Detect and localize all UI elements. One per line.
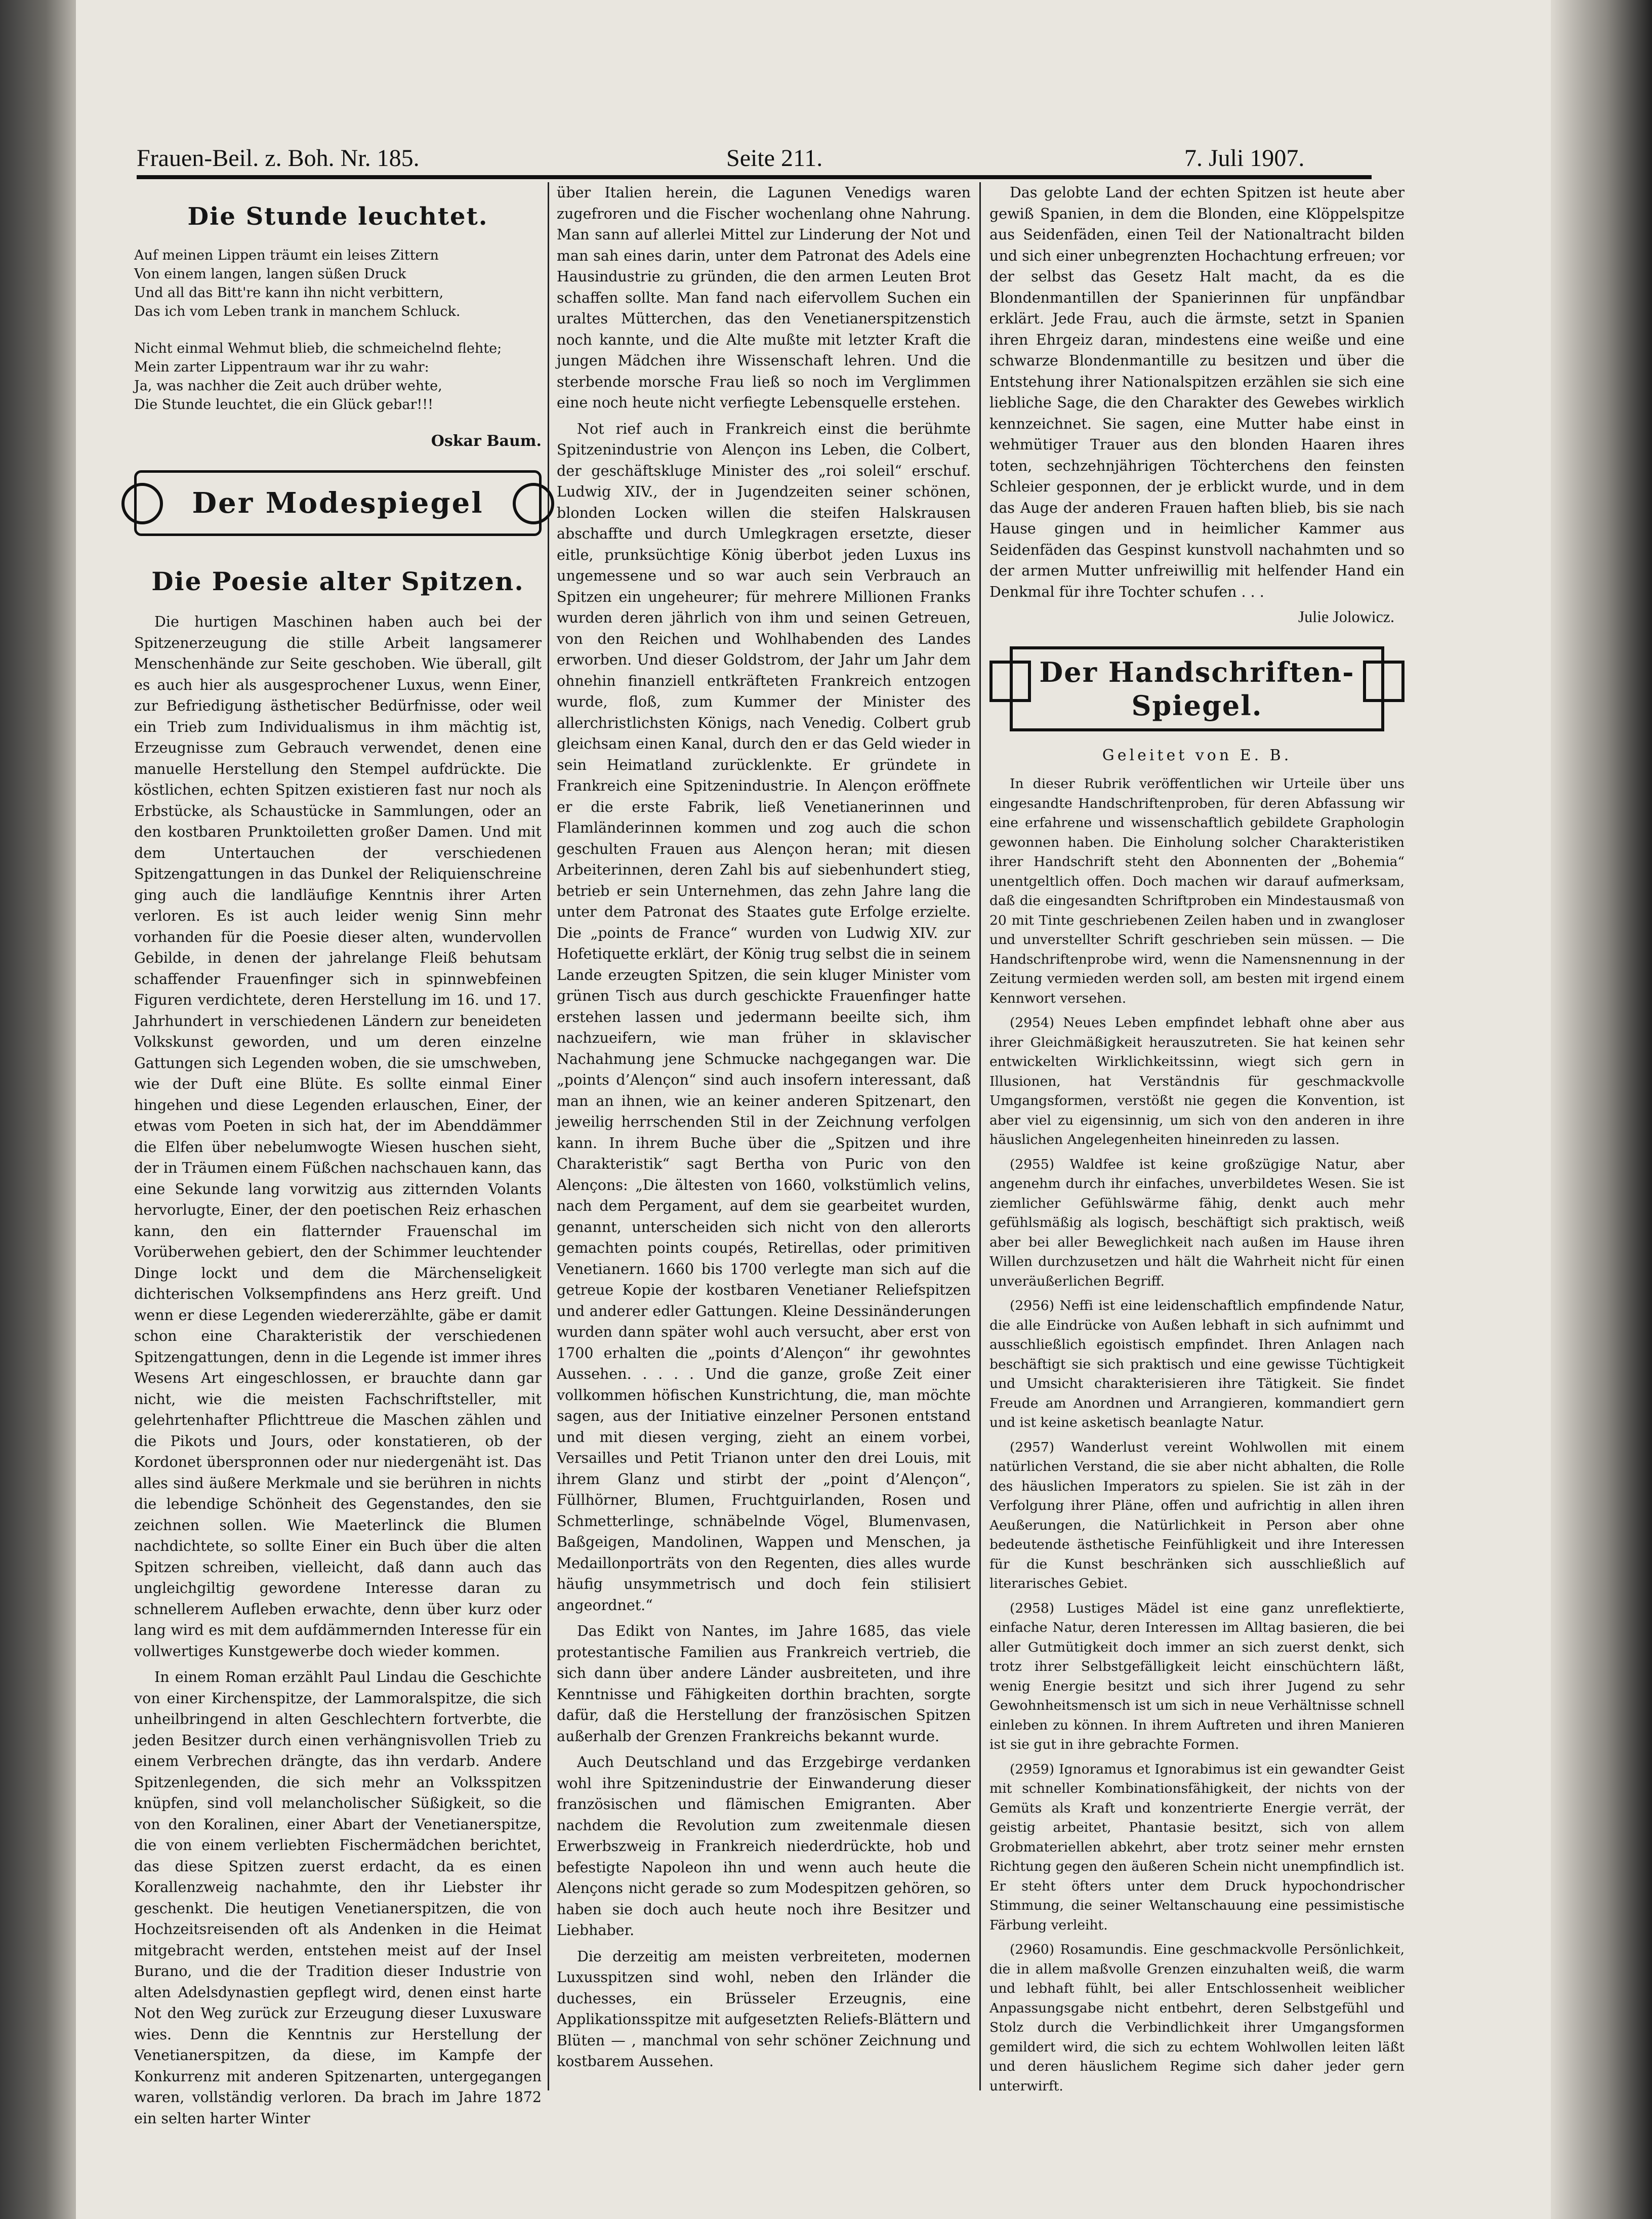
reading-entry: (2955) Waldfee ist keine großzügige Natur, aber angenehm durch ihr einfaches, unverbildetes Wesen. Sie ist ziemlicher Gefühlswärme fähig, denkt auch mehr gefühlsmäßig als logisch, beschäftigt sich praktisch, weiß aber bei aller Beweglichkeit nach außen im Hause ihren Willen durchzusetzen und hält die Wahrheit nicht für einen unveräußerlichen Begriff. bbox=[989, 1156, 1405, 1289]
section-byline: Geleitet von E. B. bbox=[1102, 747, 1292, 764]
poem-author: Oskar Baum. bbox=[431, 432, 542, 450]
article-paragraph: Not rief auch in Frankreich einst die berühmte Spitzenindustrie von Alençon ins Leben, die Colbert, der geschäftskluge Minister des „roi soleil“ erschuf. Ludwig XIV., der in Jugendzeiten seiner schönen, blonden Locken willen die steifen Halskrausen abschaffte und durch Umlegkragen ersetzte, dieser eitle, prunksüchtige König überbot jeden Luxus ins ungemessene und so war auch sein Verbrauch an Spitzen ein ungeheurer; für mehrere Millionen Franks wurden deren jährlich von ihm und seinen Getreuen, von den Reichen und Wohlhabenden des Landes erworben. Und dieser Goldstrom, der Jahr um Jahr dem ohnehin finanziell entkräfteten Frankreich entzogen wurde, floß, zum Kummer der Minister des allerchristlichsten Königs, nach Venedig. Colbert grub gleichsam einen Kanal, durch den er das Geld wieder in sein Heimatland zurücklenkte. Er gründete in Frankreich eine Spitzenindustrie. In Alençon eröffnete er die erste Fabrik, ließ Venetianerinnen und Flamländerinnen kommen und zog auch die schon geschulten Frauen aus Alençon heran; mit diesen Arbeiterinnen, deren Zahl bis auf siebenhundert stieg, betrieb er sein Unternehmen, das zehn Jahre lang die unter dem Patronat des Staates gute Erfolge erzielte. Die „points de France“ wurden von Ludwig XIV. zur Hofetiquette erklärt, der König trug selbst die in seinem Lande erzeugten Spitzen, die sein kluger Minister vom grünen Tisch aus durch geschickte Frauenfinger hatte erstehen lassen und jedermann beeilte sich, ihm nachzueifern, wie man früher in sklavischer Nachahmung jene Schmucke nachgegangen war. Die „points d’Alençon“ sind auch insofern interessant, daß man an ihnen, wie an keiner anderen Spitzenart, den jeweilig herrschenden Stil in der Zeichnung verfolgen kann. In ihrem Buche über die „Spitzen und ihre Charakteristik“ sagt Bertha von Puric von den Alençons: „Die ältesten von 1660, volkstümlich velins, nach dem Pergament, auf dem sie gearbeitet wurden, genannt, unterscheiden sich nicht von den allerorts gemachten points coupés, Retirellas, oder primitiven Venetianern. 1660 bis 1700 verlegte man sich auf die getreue Kopie der kostbaren Venetianer Reliefspitzen und anderer edler Gattungen. Kleine Dessinänderungen wurden dann später wohl auch versucht, aber erst von 1700 erhalten die „points d’Alençon“ ihr gewohntes Aussehen. . . . . Und die ganze, große Zeit einer vollkommen höfischen Kunstrichtung, die, man möchte sagen, aus der Initiative einzelner Personen entstand und mit diesen verging, zieht an einem vorbei, Versailles und Petit Trianon unter den drei Louis, mit ihrem Glanz und stirbt der „point d’Alençon“, Füllhörner, Blumen, Fruchtguirlanden, Rosen und Schmetterlinge, schnäbelnde Vögel, Blumenvasen, Baßgeigen, Mandolinen, Wappen und Menschen, ja Medaillonporträts von den Regenten, dies alles wurde häufig unsymmetrisch und doch fein stilisiert angeordnet.“ bbox=[557, 420, 971, 1614]
section-box bbox=[1010, 646, 1384, 731]
page-edge bbox=[1551, 0, 1652, 2219]
ornament-icon bbox=[1363, 661, 1405, 702]
poem bbox=[134, 246, 542, 450]
article-signature: Julie Jolowicz. bbox=[1298, 607, 1394, 626]
section-banner bbox=[134, 470, 542, 536]
section-title-line: Der Handschriften- bbox=[1039, 656, 1355, 688]
article-paragraph: Die hurtigen Maschinen haben auch bei der Spitzenerzeugung die stille Arbeit langsamerer Menschenhände zur Seite geschoben. Wie überall, gilt es auch hier als ausgesprochener Luxus, wenn Einer, zur Befriedigung ästhetischer Bedürfnisse, oder weil ein Trieb zum Individualismus in ihm mächtig ist, Erzeugnisse zum Gebrauch verwendet, denen eine manuelle Herstellung den Stempel aufdrückte. Die köstlichen, echten Spitzen existieren fast nur noch als Erbstücke, als Schaustücke in Sammlungen, oder an den kostbaren Prunktoiletten großer Damen. Und mit dem Untertauchen der verschiedenen Spitzengattungen in das Dunkel der Reliquienschreine ging auch die landläufige Kenntnis ihrer Arten verloren. Es ist auch leider wenig Sinn mehr vorhanden für die Poesie dieser alten, wundervollen Gebilde, in denen der jahrelange Fleiß behutsam schaffender Frauenfinger sich in spinnwebfeinen Figuren verdichtete, deren Herstellung im 16. und 17. Jahrhundert in verschiedenen Ländern zur beneideten Volkskunst geworden, und um deren einzelne Gattungen sich Legenden woben, die sie umschweben, wie der Duft eine Blüte. Es sollte einmal Einer hingehen und diese Legenden erlauschen, Einer, der etwas vom Poeten in sich hat, der im Abenddämmer die Elfen über nebelumwogte Wiesen huschen sieht, der in Träumen einem Füßchen nachschauen kann, das eine Sekunde lang vorwitzig aus zitternden Volants hervorlugte, Einer, der den poetischen Reiz erhaschen kann, den ein flatternder Frauenschal im Vorüberwehen gebiert, den der Schimmer leuchtender Dinge lockt und dem die Märchenseligkeit dichterischen Volksempfindens ans Herz greift. Und wenn er diese Legenden wiedererzählte, gäbe er damit schon eine Charakteristik der verschiedenen Spitzengattungen, denn in die Legende ist immer ihres Wesens Art eingeschlossen, er brauchte dann gar nicht, wie die meisten Fachschriftsteller, mit gelehrtenhafter Pflichttreue die Maschen zählen und die Pikots und Jours, oder konstatieren, ob der Kordonet überspronnen oder nur niedergenäht ist. Das alles sind äußere Merkmale und sie berühren in nichts die lebendige Schönheit des Gegenstandes, den sie zeichnen sollen. Wie Maeterlinck die Blumen nachdichtete, so sollte Einer ein Buch über die alten Spitzen schreiben, vielleicht, daß dann auch das ungleichgiltig gewordene Interesse daran zu schnellerem Aufleben erwachte, denn über kurz oder lang wird es mit dem aufdämmernden Interesse für ein vollwertiges Kunstgewerbe doch wieder kommen. bbox=[134, 613, 542, 1660]
poem-line: Ja, was nachher die Zeit auch drüber wehte, bbox=[134, 378, 442, 394]
poem-line: Nicht einmal Wehmut blieb, die schmeichelnd flehte; bbox=[134, 341, 502, 356]
article-paragraph: Die derzeitig am meisten verbreiteten, modernen Luxusspitzen sind wohl, neben den Irländer die duchesses, ein Brüsseler Erzeugnis, eine Applikationsspitze mit aufgesetzten Reliefs-Blättern und Blüten — , manchmal von sehr schöner Zeichnung und kostbarem Aussehen. bbox=[557, 1948, 971, 2070]
previous-page-edge bbox=[0, 121, 61, 2146]
article-paragraph: In einem Roman erzählt Paul Lindau die Geschichte von einer Kirchenspitze, der Lammoralspitze, die sich unheilbringend in alten Geschlechtern fortverbte, die jeden Besitzer durch einen verhängnisvollen Trieb zu einem Verbrechen drängte, das ihn verdarb. Andere Spitzenlegenden, die sich mehr an Volksspitzen knüpfen, sind voll melancholischer Süßigkeit, so die von den Koralinen, einer Abart der Venetianerspitze, die von einem verliebten Fischermädchen berichtet, das diese Spitzen zuerst erdacht, da es einen Korallenzweig nachahmte, den ihr Liebster ihr geschenkt. Die heutigen Venetianerspitzen, die von Hochzeitsreisenden oft als Andenken in die Heimat mitgebracht werden, entstehen meist auf der Insel Burano, und die der Tradition dieser Industrie von alten Adelsdynastien gepflegt wird, denen einst harte Not den Weg zurück zur Erzeugung dieser Luxusware wies. Denn die Kenntnis zur Herstellung der Venetianerspitzen, da diese, im Kampfe der Konkurrenz mit anderen Spitzenarten, untergegangen waren, vollständig verloren. Da brach im Jahre 1872 ein selten harter Winter bbox=[134, 1669, 542, 2127]
header-page-number: Seite 211. bbox=[726, 145, 823, 172]
poem-line: Und all das Bitt're kann ihn nicht verbittern, bbox=[134, 285, 444, 301]
article-paragraph: über Italien herein, die Lagunen Venedigs waren zugefroren und die Fischer wochenlang ohne Nahrung. Man sann auf allerlei Mittel zur Linderung der Not und man sah eines darin, unter dem Patronat des Adels eine Hausindustrie zu gründen, die den armen Leuten Brot schaffen sollte. Man fand nach eifervollem Suchen ein uraltes Mütterchen, das den Venetianerspitzenstich noch kannte, und die Alte mußte mit letzter Kraft die jungen Mädchen ihre Wissenschaft lehren. Und die sterbende morsche Frau ließ so noch im Verglimmen eine noch heute nicht verfiegte Lebensquelle erstehen. bbox=[557, 184, 971, 411]
article-paragraph: Das gelobte Land der echten Spitzen ist heute aber gewiß Spanien, in dem die Blonden, eine Klöppelspitze aus Seidenfäden, einen Teil der Nationaltracht bilden und sich einer unbegrenzten Hochachtung erfreuen; vor der selbst das Gesetz Halt macht, da es die Blondenmantillen der Spanierinnen für unpfändbar erklärt. Jede Frau, auch die ärmste, setzt in Spanien ihren Ehrgeiz daran, mindestens eine weiße und eine schwarze Blondenmantille zu besitzen und über die Entstehung ihrer Nationalspitzen erzählen sie sich eine liebliche Sage, die den Charakter des Gewebes wirklich kennzeichnet. Sie sagen, eine Mutter habe einst in wehmütiger Trauer aus den blonden Haaren ihres toten, sechzehnjährigen Töchterchens den feinsten Schleier gesponnen, der je erblickt wurde, und in dem das Auge der anderen Frauen haften blieb, bis sie nach Hause gingen und in heimlicher Kammer aus Seidenfäden das Gespinst kunstvoll nachahmten und so der armen Mutter unfreiwillig mit helfender Hand ein Denkmal für ihre Tochter schufen . . . bbox=[989, 184, 1405, 600]
reading-entry: (2956) Neffi ist eine leidenschaftlich empfindende Natur, die alle Eindrücke von Außen lebhaft in sich aufnimmt und ausschließlich egoistisch empfindet. Ihren Anlagen nach beschäftigt sie sich praktisch und eine gewisse Tüchtigkeit und Umsicht charakterisieren ihre Tätigkeit. Sie findet Freude am Anordnen und Arrangieren, kommandiert gern und ist keine asketisch beanlagte Natur. bbox=[989, 1298, 1405, 1430]
reading-entry: (2960) Rosamundis. Eine geschmackvolle Persönlichkeit, die in allem maßvolle Grenzen einzuhalten weiß, die warm und lebhaft fühlt, bei aller Entschlossenheit weiblicher Anpassungsgabe nicht entbehrt, deren Selbstgefühl und Stolz durch die Verbindlichkeit ihrer Umgangsformen gemildert wird, die sich zu echtem Wohlwollen leiten läßt und deren häuslichem Regime sich daher jeder gern unterwirft. bbox=[989, 1942, 1405, 2094]
ornament-icon bbox=[989, 661, 1031, 702]
column-2 bbox=[557, 182, 971, 2077]
section-intro: In dieser Rubrik veröffentlichen wir Urteile über uns eingesandte Handschriftenproben, für deren Abfassung wir eine erfahrene und wissenschaftlich gebildete Graphologin gewonnen haben. Die Einholung solcher Charakteristiken ihrer Handschrift steht den Abonnenten der „Bohemia“ unentgeltlich offen. Doch machen wir darauf aufmerksam, daß die eingesandten Schriftproben ein Mindestausmaß von 20 mit Tinte geschriebenen Zeilen haben und in zwangloser und unverstellter Schrift geschrieben sein müssen. — Die Handschriftenprobe wird, wenn die Namensnennung in der Zeitung vermieden werden soll, am besten mit irgend einem Kennwort versehen. bbox=[989, 776, 1405, 1006]
poem-line: Das ich vom Leben trank in manchem Schluck. bbox=[134, 304, 461, 319]
header-rule bbox=[137, 175, 1372, 179]
ornament-icon bbox=[513, 483, 554, 524]
reading-entry: (2954) Neues Leben empfindet lebhaft ohne aber aus ihrer Gleichmäßigkeit herauszutreten. Sie hat keinen sehr entwickelten Wirklichkeitssinn, wiegt sich gern in Illusionen, hat Verständnis für geschmackvolle Umgangsformen, verstößt nie gegen die Konvention, ist aber viel zu eigensinnig, um sich von den anderen in ihre häuslichen Angelegenheiten hineinreden zu lassen. bbox=[989, 1015, 1405, 1147]
article-paragraph: Das Edikt von Nantes, im Jahre 1685, das viele protestantische Familien aus Frankreich vertrieb, die sich dann über andere Länder ausbreiteten, und ihre Kenntnisse und Fähigkeiten dorthin brachten, sorgte dafür, daß die Herstellung der französischen Spitzen außerhalb der Grenzen Frankreichs bekannt wurde. bbox=[557, 1623, 971, 1745]
poem-line: Auf meinen Lippen träumt ein leises Zittern bbox=[134, 248, 439, 263]
column-rule bbox=[979, 182, 981, 2090]
section-title-line: Spiegel. bbox=[1131, 689, 1263, 722]
header-publication: Frauen-Beil. z. Boh. Nr. 185. bbox=[137, 145, 420, 172]
reading-entry: (2958) Lustiges Mädel ist eine ganz unreflektierte, einfache Natur, deren Interessen im Alltag basieren, die bei aller Gutmütigkeit doch immer an sich zuerst denkt, sich trotz ihrer Selbstgefälligkeit leicht einschüchtern läßt, wenig Energie besitzt und sich ihrer Jugend zu sehr Gewohnheitsmensch ist um sich in neue Verhältnisse schnell einleben zu können. In ihrem Auftreten und ihren Manieren ist sie gut in ihre gebrachte Formen. bbox=[989, 1600, 1405, 1752]
poem-line: Die Stunde leuchtet, die ein Glück gebar!!! bbox=[134, 397, 433, 413]
section-title: Der Modespiegel bbox=[192, 486, 484, 520]
ornament-icon bbox=[121, 483, 163, 524]
poem-title: Die Stunde leuchtet. bbox=[187, 202, 488, 231]
column-3 bbox=[989, 182, 1405, 2101]
header-date: 7. Juli 1907. bbox=[1184, 145, 1305, 172]
reading-entry: (2959) Ignoramus et Ignorabimus ist ein gewandter Geist mit schneller Kombinationsfähigkeit, der nichts von der Gemüts als Kraft und konzentrierte Energie verrät, der geistig arbeitet, Phantasie besitzt, sich von allem Grobmateriellen abkehrt, aber trotz seiner mehr ernsten Richtung gegen den äußeren Schein nicht unempfindlich ist. Er steht öfters unter dem Druck hypochondrischer Stimmung, die seiner Weltanschauung eine pessimistische Färbung verleiht. bbox=[989, 1761, 1405, 1933]
article-title: Die Poesie alter Spitzen. bbox=[151, 566, 524, 596]
poem-line: Mein zarter Lippentraum war ihr zu wahr: bbox=[134, 359, 429, 375]
poem-line: Von einem langen, langen süßen Druck bbox=[134, 266, 406, 282]
reading-entry: (2957) Wanderlust vereint Wohlwollen mit einem natürlichen Verstand, die sie aber nicht abhalten, die Rolle des häuslichen Imperators zu spielen. Sie ist zäh in der Verfolgung ihrer Pläne, offen und aufrichtig in allen ihren Aeußerungen, die Natürlichkeit in Person aber ohne bedeutende ästhetische Feinfühligkeit und ihre Interessen für die Kunst beschränken sich ausschließlich auf literarisches Gebiet. bbox=[989, 1439, 1405, 1591]
column-1 bbox=[134, 192, 542, 2134]
article-paragraph: Auch Deutschland und das Erzgebirge verdanken wohl ihre Spitzenindustrie der Einwanderung dieser französischen und flämischen Emigranten. Aber nachdem die Revolution zum zweitenmale diesen Erwerbszweig in Frankreich niederdrückte, hob und befestigte Napoleon ihn und wenn auch heute die Alençons nicht gerade so zum Modespitzen gehören, so haben sie doch auch heute noch ihre Besitzer und Liebhaber. bbox=[557, 1754, 971, 1939]
column-rule bbox=[548, 182, 549, 2090]
